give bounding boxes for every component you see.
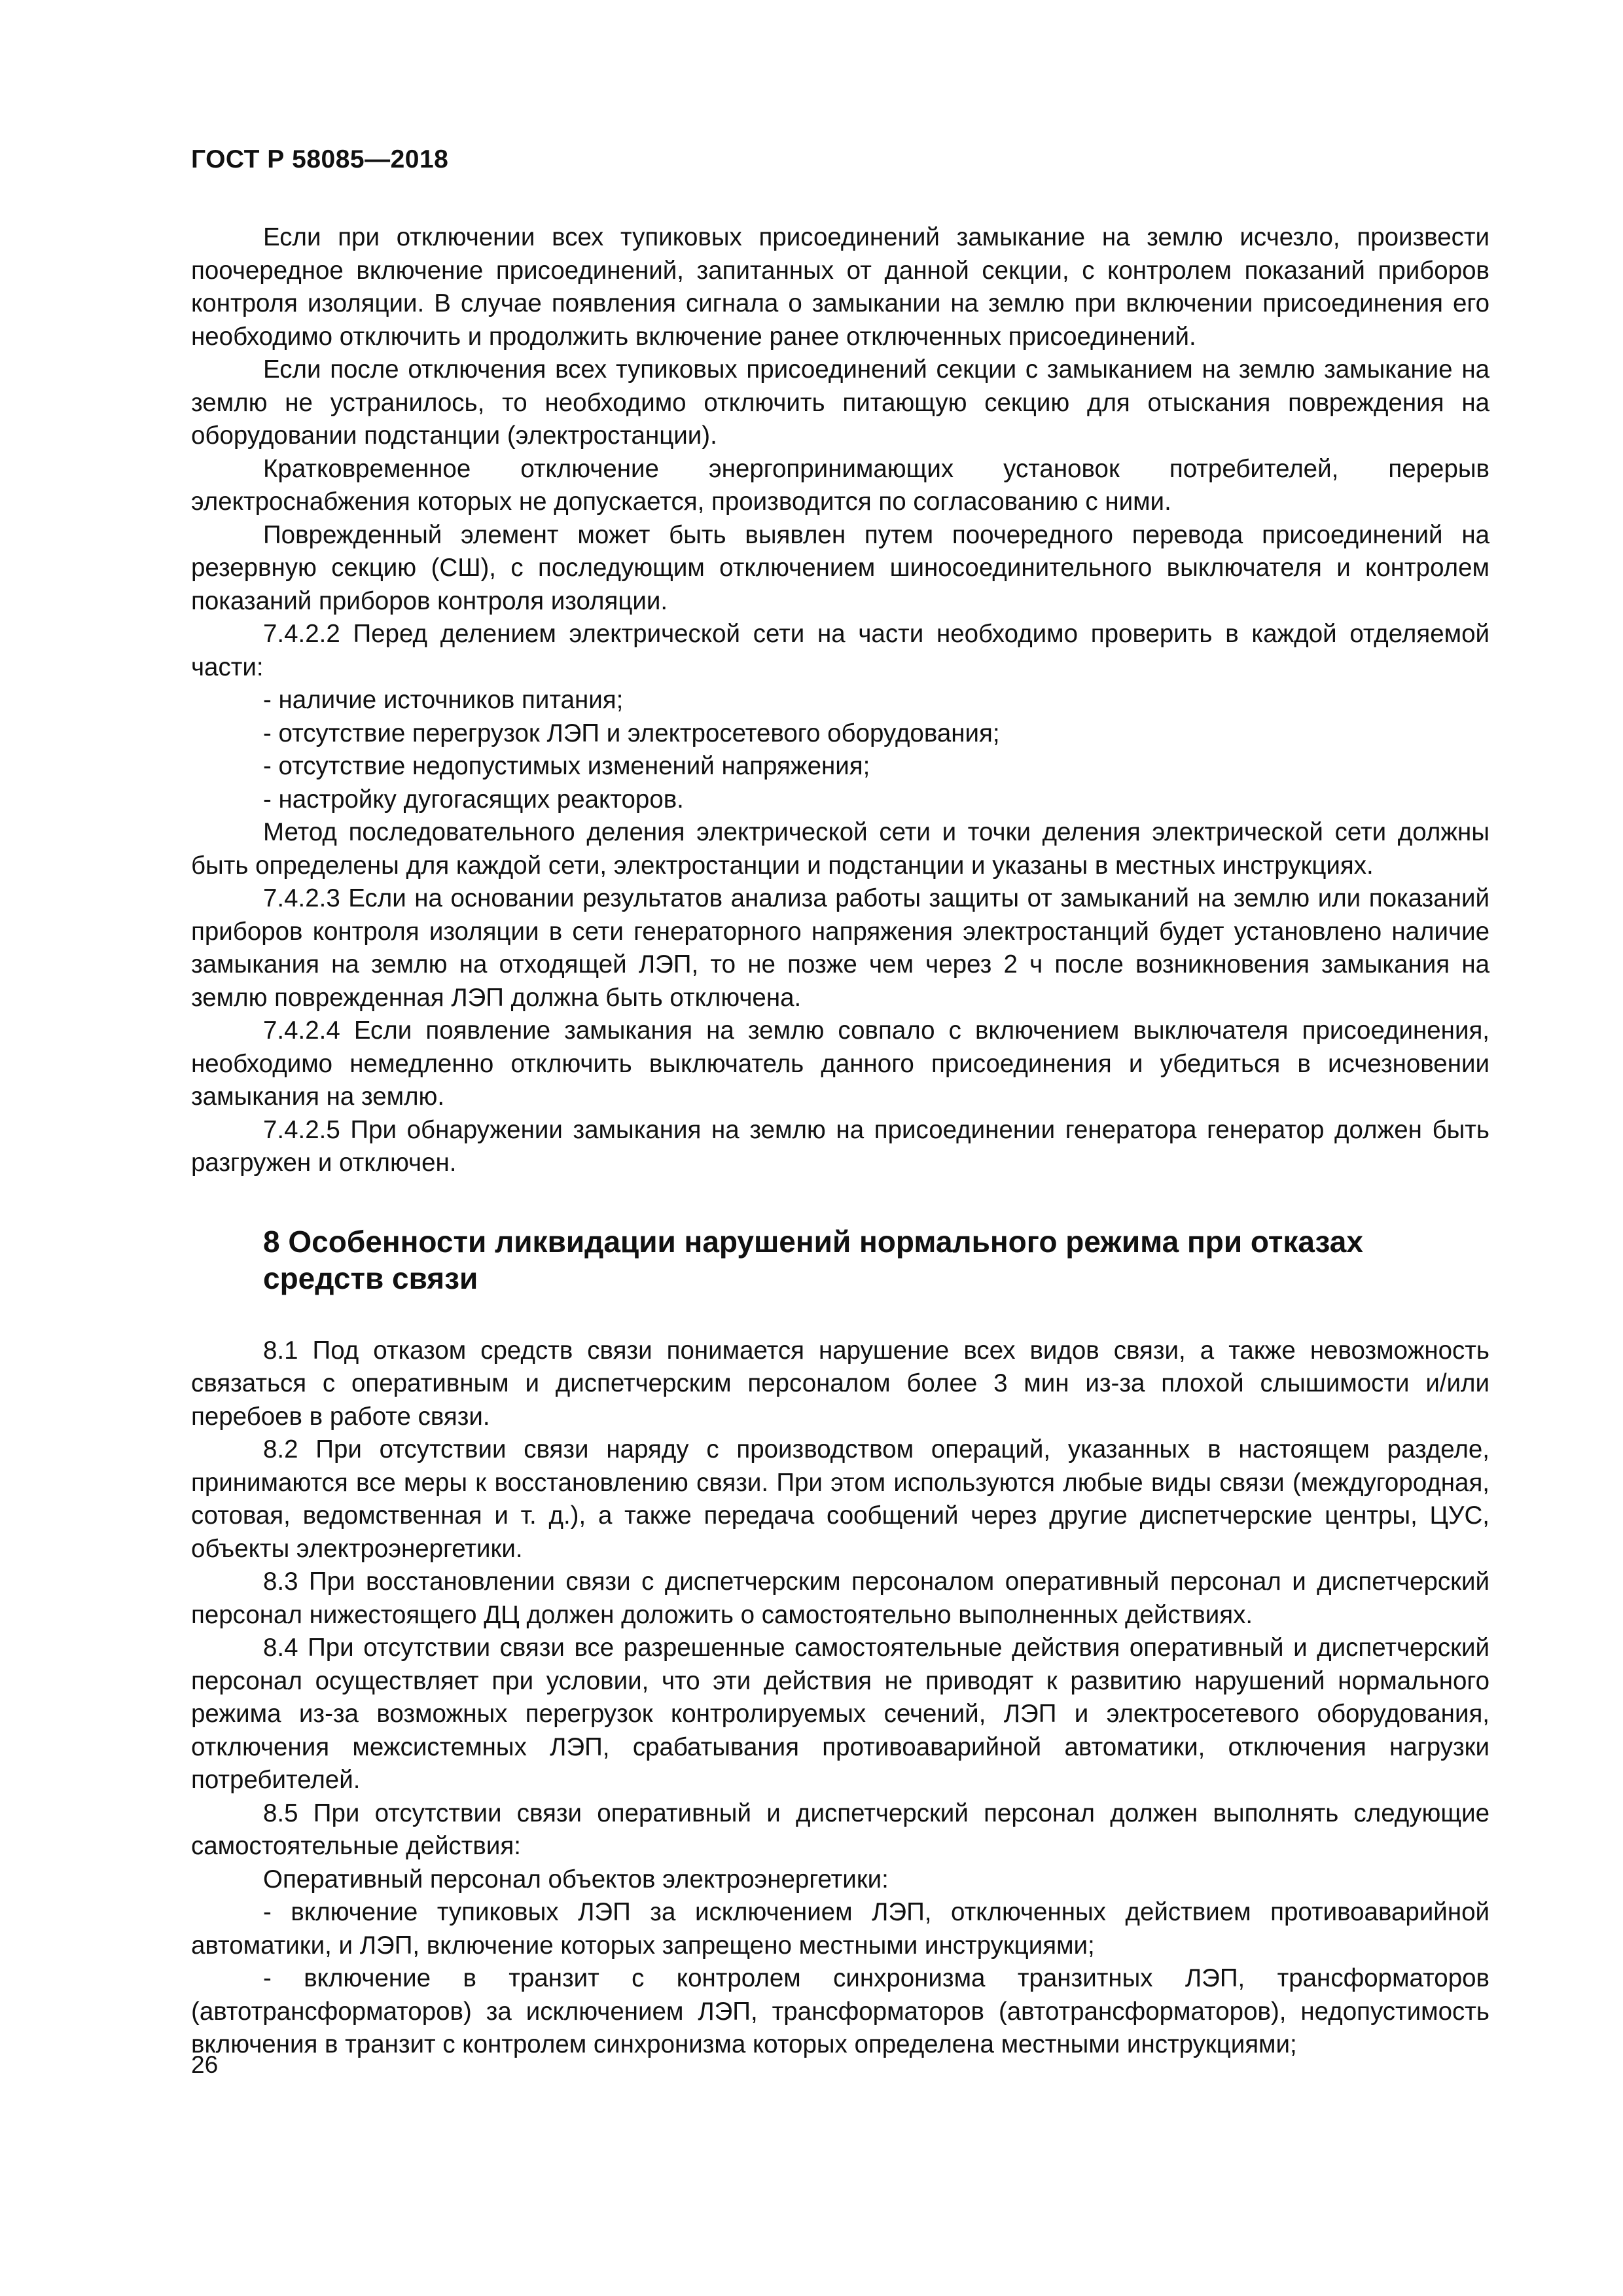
section-heading: 8 Особенности ликвидации нарушений нормального режима при отказах средств связи <box>263 1224 1363 1295</box>
paragraph: 7.4.2.2 Перед делением электрической сети на части необходимо проверить в каждой отделяемой части: <box>191 620 1489 681</box>
paragraph: 7.4.2.3 Если на основании результатов анализа работы защиты от замыканий на землю или показаний приборов контроля изоляции в сети генераторного напряжения электростанций будет установлено наличие замыкания на землю на отходящей ЛЭП, то не позже чем через 2 ч после возникновения замыкания на землю поврежденная ЛЭП должна быть отключена. <box>191 884 1489 1012</box>
paragraph: 8.5 При отсутствии связи оперативный и диспетчерский персонал должен выполнять следующие самостоятельные действия: <box>191 1799 1489 1860</box>
paragraph: Поврежденный элемент может быть выявлен путем поочередного перевода присоединений на резервную секцию (СШ), с последующим отключением шиносоединительного выключателя и контролем показаний приборов контроля изоляции. <box>191 520 1489 615</box>
document-body <box>191 221 1489 2062</box>
paragraph: Оперативный персонал объектов электроэнергетики: <box>263 1865 889 1893</box>
page-number: 26 <box>191 2051 219 2078</box>
paragraph: 8.1 Под отказом средств связи понимается нарушение всех видов связи, а также невозможность связаться с оперативным и диспетчерским персоналом более 3 мин из-за плохой слышимости и/или перебоев в работе связи. <box>191 1336 1489 1431</box>
paragraph: 8.3 При восстановлении связи с диспетчерским персоналом оперативный персонал и диспетчерский персонал нижестоящего ДЦ должен доложить о самостоятельно выполненных действиях. <box>191 1568 1489 1629</box>
list-item: - включение тупиковых ЛЭП за исключением ЛЭП, отключенных действием противоаварийной автоматики, и ЛЭП, включение которых запрещено местными инструкциями; <box>191 1898 1489 1960</box>
list-item: - наличие источников питания; <box>263 686 624 714</box>
paragraphs-before-section <box>191 221 1489 1180</box>
document-header: ГОСТ Р 58085—2018 <box>191 145 449 173</box>
paragraph: 7.4.2.5 При обнаружении замыкания на землю на присоединении генератора генератор должен быть разгружен и отключен. <box>191 1115 1489 1177</box>
list-item: - настройку дугогасящих реакторов. <box>263 785 684 814</box>
paragraph: Метод последовательного деления электрической сети и точки деления электрической сети должны быть определены для каждой сети, электростанции и подстанции и указаны в местных инструкциях. <box>191 818 1489 880</box>
list-item: - отсутствие перегрузок ЛЭП и электросетевого оборудования; <box>263 719 1000 747</box>
paragraphs-after-section <box>191 1335 1489 2062</box>
paragraph: 7.4.2.4 Если появление замыкания на землю совпало с включением выключателя присоединения, необходимо немедленно отключить выключатель данного присоединения и убедиться в исчезновении замыкания на землю. <box>191 1016 1489 1111</box>
paragraph: 8.4 При отсутствии связи все разрешенные самостоятельные действия оперативный и диспетчерский персонал осуществляет при условии, что эти действия не приводят к развитию нарушений нормального режима из-за возможных перегрузок контролируемых сечений, ЛЭП и электросетевого оборудования, отключения межсистемных ЛЭП, срабатывания противоаварийной автоматики, отключения нагрузки потребителей. <box>191 1634 1489 1794</box>
paragraph: Если после отключения всех тупиковых присоединений секции с замыканием на землю замыкание на землю не устранилось, то необходимо отключить питающую секцию для отыскания повреждения на оборудовании подстанции (электростанции). <box>191 355 1489 450</box>
paragraph: Если при отключении всех тупиковых присоединений замыкание на землю исчезло, произвести поочередное включение присоединений, запитанных от данной секции, с контролем показаний приборов контроля изоляции. В случае появления сигнала о замыкании на землю при включении присоединения его необходимо отключить и продолжить включение ранее отключенных присоединений. <box>191 223 1489 351</box>
paragraph: Кратковременное отключение энергопринимающих установок потребителей, перерыв электроснабжения которых не допускается, производится по согласованию с ними. <box>191 454 1489 516</box>
list-item: - отсутствие недопустимых изменений напряжения; <box>263 752 870 780</box>
list-item: - включение в транзит с контролем синхронизма транзитных ЛЭП, трансформаторов (автотрансформаторов) за исключением ЛЭП, трансформаторов (автотрансформаторов), недопустимость включения в транзит с контролем синхронизма которых определена местными инструкциями; <box>191 1964 1489 2058</box>
paragraph: 8.2 При отсутствии связи наряду с производством операций, указанных в настоящем разделе, принимаются все меры к восстановлению связи. При этом используются любые виды связи (междугородная, сотовая, ведомственная и т. д.), а также передача сообщений через другие диспетчерские центры, ЦУС, объекты электроэнергетики. <box>191 1435 1489 1563</box>
